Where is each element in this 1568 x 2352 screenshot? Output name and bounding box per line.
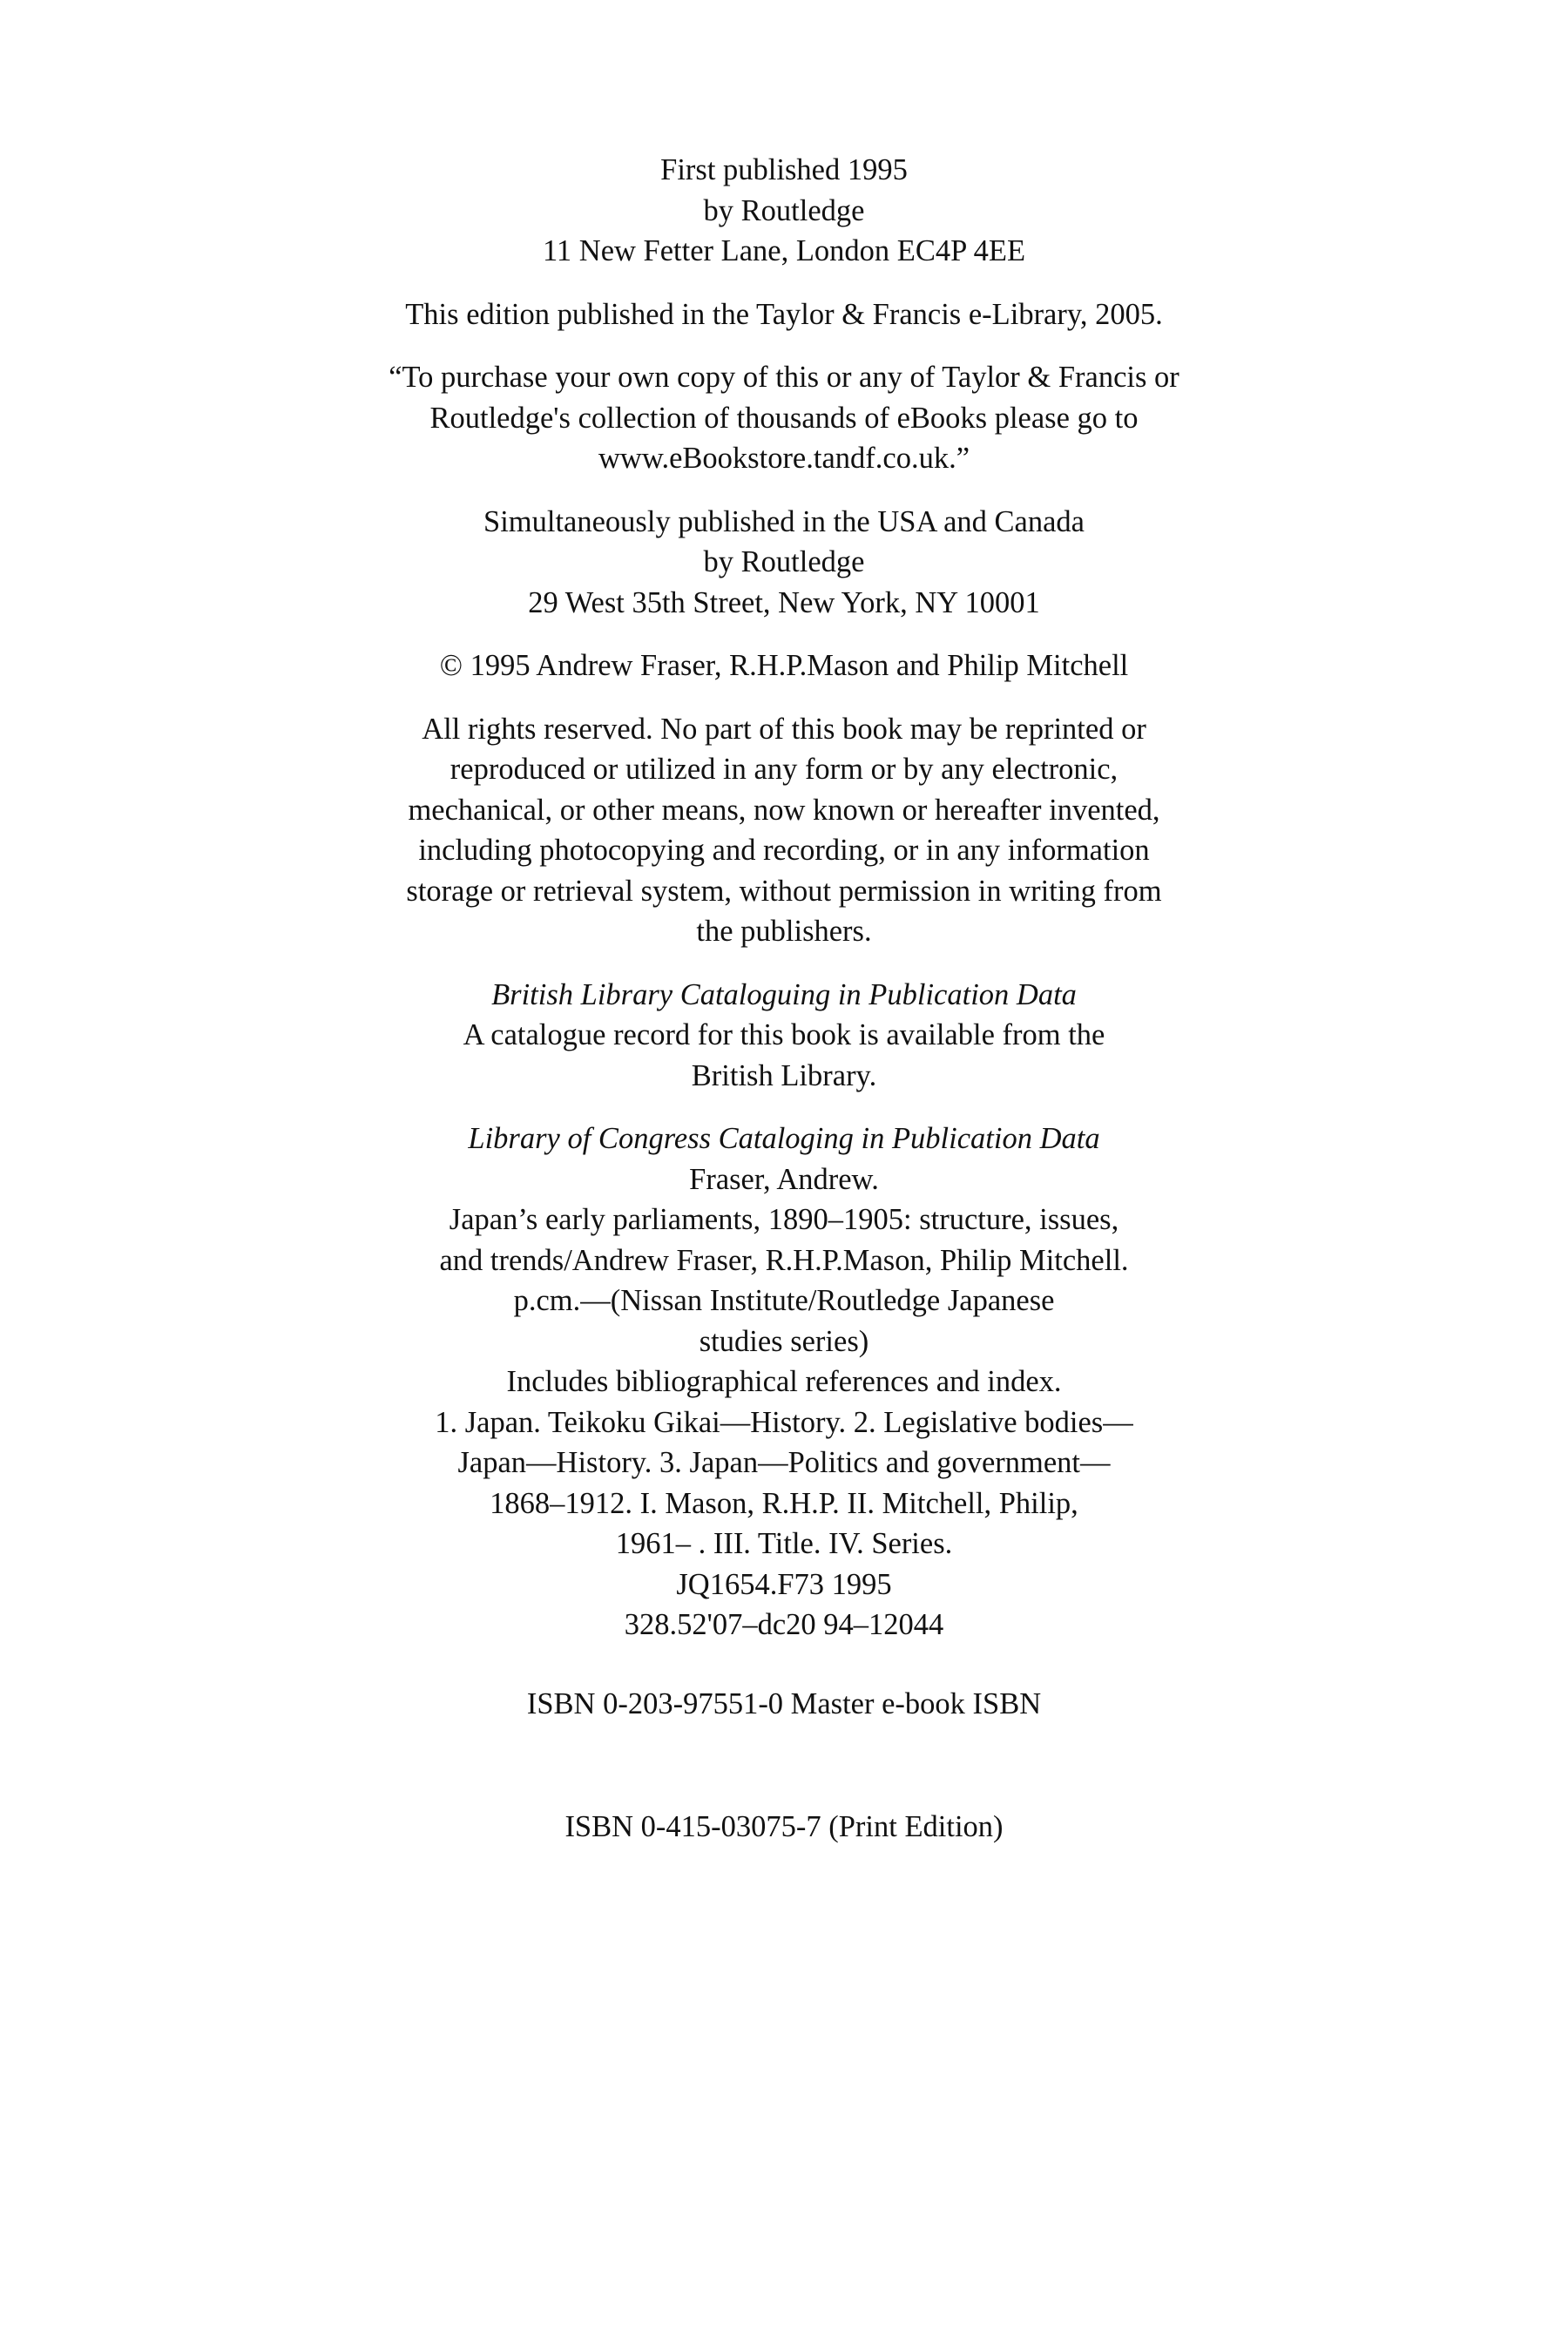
cip-line: 1. Japan. Teikoku Gikai—History. 2. Legislative bodies—	[435, 1405, 1133, 1439]
cip-line: Fraser, Andrew.	[689, 1162, 879, 1196]
edition-block	[261, 294, 1307, 335]
usa-publisher-line: by Routledge	[703, 545, 865, 578]
copyright-block-line	[261, 645, 1307, 686]
british-library-line: A catalogue record for this book is available from the	[463, 1018, 1105, 1051]
print-isbn-block	[261, 1807, 1307, 1848]
cip-line: Includes bibliographical references and index.	[506, 1365, 1062, 1398]
cip-line: studies series)	[699, 1324, 869, 1358]
cip-line: p.cm.—(Nissan Institute/Routledge Japanese	[513, 1284, 1055, 1317]
library-of-congress-block	[261, 1119, 1307, 1646]
cip-line: 328.52'07–dc20 94–12044	[624, 1608, 944, 1641]
library-of-congress-heading: Library of Congress Cataloging in Publication Data	[468, 1122, 1100, 1155]
usa-address-line: 29 West 35th Street, New York, NY 10001	[528, 585, 1040, 619]
publisher-address-line: 11 New Fetter Lane, London EC4P 4EE	[542, 234, 1026, 267]
edition-line: This edition published in the Taylor & Francis e-Library, 2005.	[405, 297, 1163, 331]
print-isbn: ISBN 0-415-03075-7 (Print Edition)	[564, 1810, 1004, 1843]
usa-publication-block	[261, 502, 1307, 624]
first-published-line: First published 1995	[660, 153, 908, 186]
cip-line: JQ1654.F73 1995	[676, 1567, 892, 1601]
purchase-note-line: “To purchase your own copy of this or any of Taylor & Francis or	[389, 361, 1179, 394]
purchase-note-block	[261, 357, 1307, 479]
cip-line: 1868–1912. I. Mason, R.H.P. II. Mitchell, Philip,	[490, 1486, 1078, 1520]
copyright-block	[261, 150, 1307, 1870]
british-library-heading: British Library Cataloguing in Publication Data	[491, 977, 1077, 1011]
usa-publication-line: Simultaneously published in the USA and Canada	[483, 504, 1085, 538]
publisher-line: by Routledge	[703, 193, 865, 227]
british-library-line: British Library.	[691, 1058, 877, 1092]
first-published-block	[261, 150, 1307, 272]
rights-line: mechanical, or other means, now known or hereafter invented,	[408, 793, 1160, 827]
rights-line: storage or retrieval system, without permission in writing from	[406, 874, 1162, 908]
cip-line: Japan—History. 3. Japan—Politics and government—	[457, 1446, 1111, 1479]
cip-line: and trends/Andrew Fraser, R.H.P.Mason, Philip Mitchell.	[439, 1243, 1129, 1277]
cip-line: 1961– . III. Title. IV. Series.	[615, 1527, 953, 1560]
purchase-note-url: www.eBookstore.tandf.co.uk.”	[598, 442, 970, 475]
rights-line: All rights reserved. No part of this book may be reprinted or	[422, 712, 1146, 746]
rights-block	[261, 709, 1307, 952]
master-isbn: ISBN 0-203-97551-0 Master e-book ISBN	[526, 1686, 1042, 1720]
master-isbn-block	[261, 1684, 1307, 1725]
purchase-note-line: Routledge's collection of thousands of eBooks please go to	[429, 401, 1139, 435]
rights-line: including photocopying and recording, or in any information	[418, 834, 1150, 867]
cip-line: Japan’s early parliaments, 1890–1905: structure, issues,	[449, 1203, 1119, 1236]
copyright-notice: © 1995 Andrew Fraser, R.H.P.Mason and Philip Mitchell	[439, 649, 1129, 682]
rights-line: the publishers.	[696, 915, 872, 948]
british-library-block	[261, 975, 1307, 1097]
rights-line: reproduced or utilized in any form or by any electronic,	[449, 753, 1119, 786]
